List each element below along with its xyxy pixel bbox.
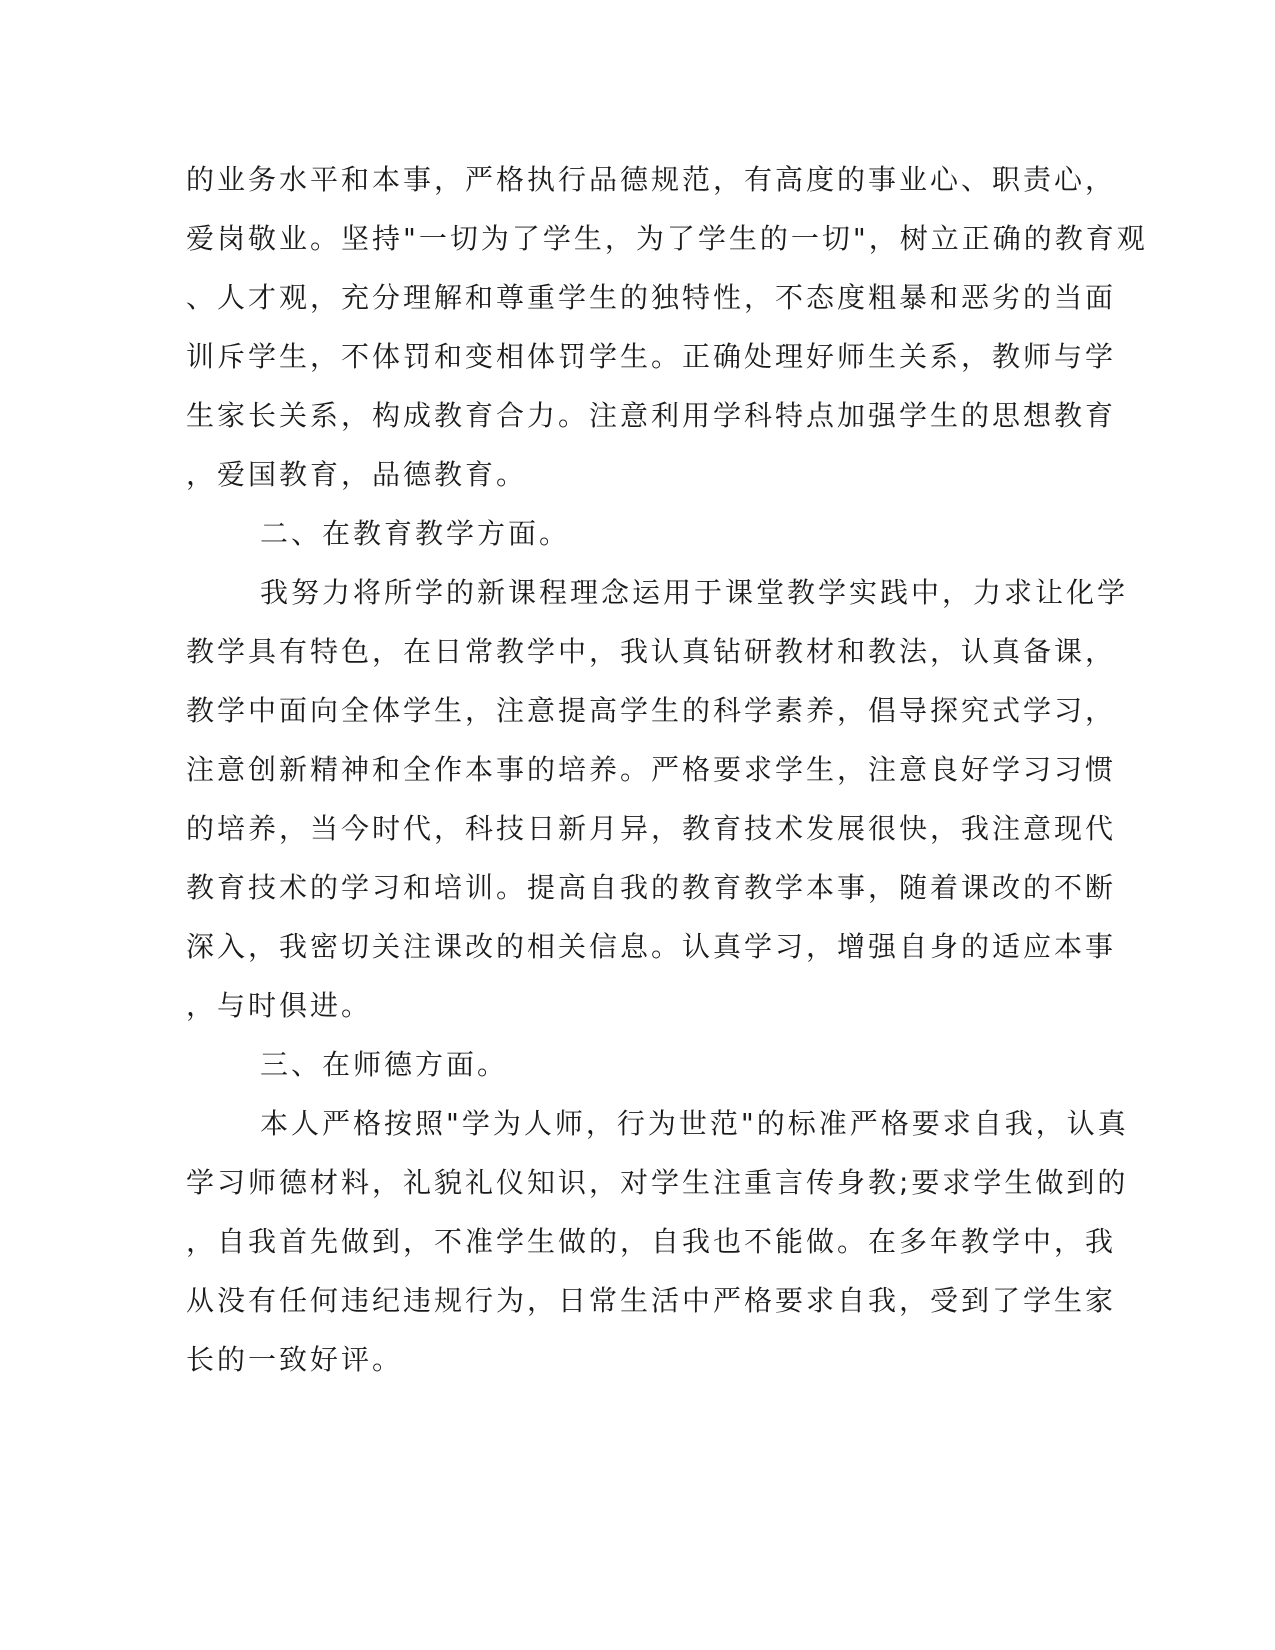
paragraph-line: 从没有任何违纪违规行为，日常生活中严格要求自我，受到了学生家 [186,1284,1117,1317]
paragraph-line: 长的一致好评。 [186,1343,404,1376]
paragraph-line: 的培养，当今时代，科技日新月异，教育技术发展很快，我注意现代 [186,812,1117,845]
paragraph-line: ，爱国教育，品德教育。 [186,458,528,491]
paragraph-line: ，与时俱进。 [186,989,373,1022]
section-heading: 三、在师德方面。 [260,1048,509,1081]
paragraph-line: 的业务水平和本事，严格执行品德规范，有高度的事业心、职责心， [186,163,1117,196]
paragraph-line: 爱岗敬业。坚持"一切为了学生，为了学生的一切"，树立正确的教育观 [186,222,1148,255]
paragraph-line: 注意创新精神和全作本事的培养。严格要求学生，注意良好学习习惯 [186,753,1117,786]
paragraph-line: 深入，我密切关注课改的相关信息。认真学习，增强自身的适应本事 [186,930,1117,963]
paragraph-line: 教育技术的学习和培训。提高自我的教育教学本事，随着课改的不断 [186,871,1117,904]
paragraph-line: 教学中面向全体学生，注意提高学生的科学素养，倡导探究式学习， [186,694,1117,727]
paragraph-line: 生家长关系，构成教育合力。注意利用学科特点加强学生的思想教育 [186,399,1117,432]
paragraph-line: 、人才观，充分理解和尊重学生的独特性，不态度粗暴和恶劣的当面 [186,281,1117,314]
paragraph-line: ，自我首先做到，不准学生做的，自我也不能做。在多年教学中，我 [186,1225,1117,1258]
paragraph-line: 学习师德材料，礼貌礼仪知识，对学生注重言传身教;要求学生做到的 [186,1166,1129,1199]
section-heading: 二、在教育教学方面。 [260,517,571,550]
paragraph-line: 教学具有特色，在日常教学中，我认真钻研教材和教法，认真备课， [186,635,1117,668]
paragraph-line: 训斥学生，不体罚和变相体罚学生。正确处理好师生关系，教师与学 [186,340,1117,373]
paragraph-line: 本人严格按照"学为人师，行为世范"的标准严格要求自我，认真 [260,1107,1129,1140]
paragraph-line: 我努力将所学的新课程理念运用于课堂教学实践中，力求让化学 [260,576,1129,609]
